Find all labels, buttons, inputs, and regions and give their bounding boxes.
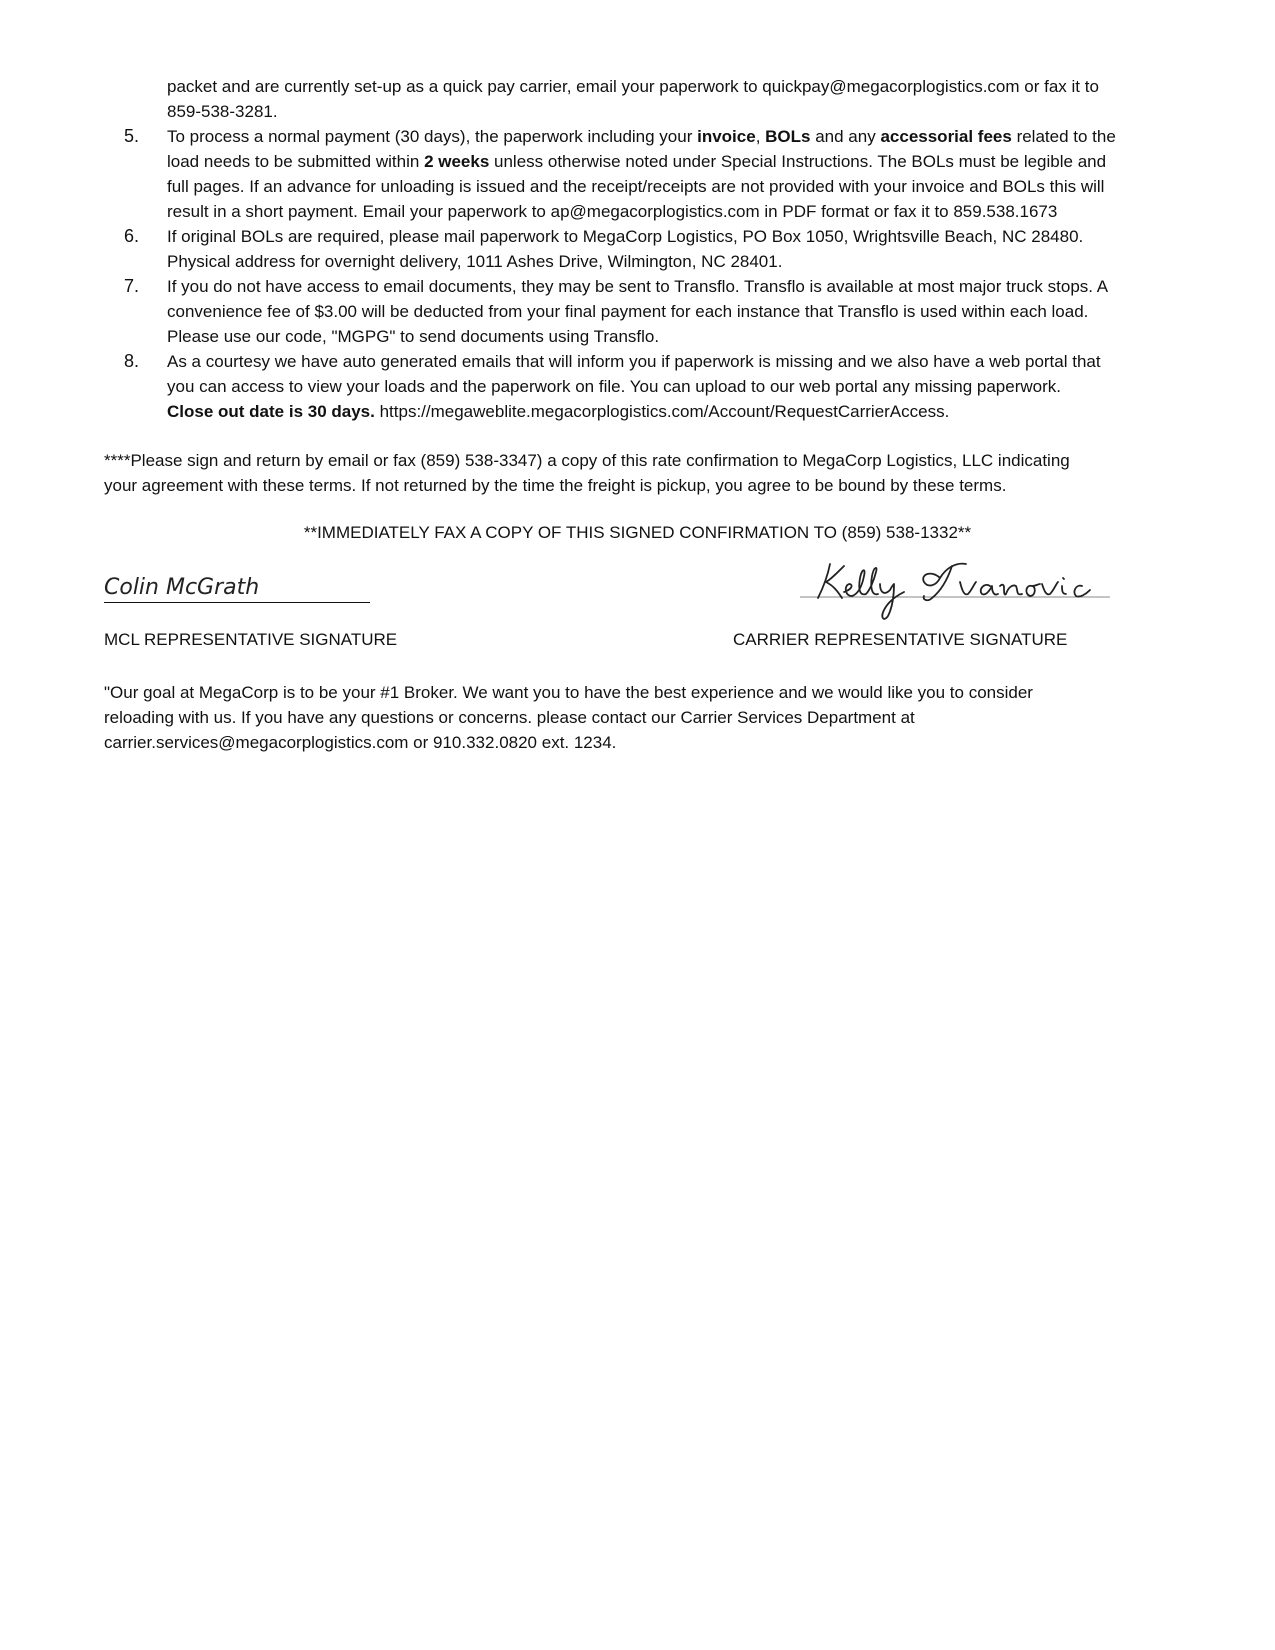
list-number: 6. xyxy=(124,226,140,246)
text-line: ****Please sign and return by email or fax (859) 538-3347) a copy of this rate confirmation to MegaCorp Logistics, LLC indicating xyxy=(104,451,1070,470)
bold-text: invoice xyxy=(697,127,756,146)
text-line: packet and are currently set-up as a quick pay carrier, email your paperwork to quickpay@megacorplogistics.com or fax it to xyxy=(167,77,1099,96)
carrier-signature-label: CARRIER REPRESENTATIVE SIGNATURE xyxy=(733,630,1068,649)
sign-request-paragraph xyxy=(104,448,1214,498)
list-item-6 xyxy=(104,224,1214,274)
payment-instructions-list xyxy=(104,74,1214,424)
text-run: and any xyxy=(810,127,881,146)
text-line: Please use our code, "MGPG" to send documents using Transflo. xyxy=(167,327,660,346)
mcl-signature-name: Colin McGrath xyxy=(104,575,260,600)
mcl-signature-line xyxy=(104,574,370,603)
bold-text: accessorial fees xyxy=(880,127,1012,146)
list-number: 8. xyxy=(124,351,140,371)
text-line: As a courtesy we have auto generated emails that will inform you if paperwork is missing and we also have a web portal that xyxy=(167,352,1101,371)
mcl-signature-label: MCL REPRESENTATIVE SIGNATURE xyxy=(104,630,398,649)
fax-notice: **IMMEDIATELY FAX A COPY OF THIS SIGNED CONFIRMATION TO (859) 538-1332** xyxy=(303,523,972,542)
list-number: 7. xyxy=(124,276,140,296)
text-run: To process a normal payment (30 days), the paperwork including your xyxy=(167,127,698,146)
bold-text: Close out date is 30 days. xyxy=(167,402,375,421)
text-line: full pages. If an advance for unloading is issued and the receipt/receipts are not provided with your invoice and BOLs this will xyxy=(167,177,1105,196)
text-run: related to the xyxy=(1011,127,1116,146)
text-run: , xyxy=(755,127,766,146)
text-line: your agreement with these terms. If not returned by the time the freight is pickup, you agree to be bound by these terms. xyxy=(104,476,1007,495)
closing-paragraph xyxy=(104,680,1214,755)
text-line: "Our goal at MegaCorp is to be your #1 Broker. We want you to have the best experience and we would like you to consider xyxy=(104,683,1033,702)
bold-text: 2 weeks xyxy=(424,152,490,171)
text-line: Physical address for overnight delivery, 1011 Ashes Drive, Wilmington, NC 28401. xyxy=(167,252,783,271)
list-item-4-continued xyxy=(104,74,1214,124)
text-line xyxy=(167,124,1214,149)
text-line: reloading with us. If you have any questions or concerns. please contact our Carrier Services Department at xyxy=(104,708,915,727)
text-line: carrier.services@megacorplogistics.com or 910.332.0820 ext. 1234. xyxy=(104,733,617,752)
bold-text: BOLs xyxy=(765,127,811,146)
carrier-handwritten-signature xyxy=(800,556,1110,626)
text-run: load needs to be submitted within xyxy=(167,152,425,171)
text-line xyxy=(167,399,1214,424)
text-line: convenience fee of $3.00 will be deducted from your final payment for each instance that Transflo is used within each load. xyxy=(167,302,1089,321)
text-line: If you do not have access to email documents, they may be sent to Transflo. Transflo is available at most major truck stops. A xyxy=(167,277,1109,296)
text-line: 859-538-3281. xyxy=(167,102,278,121)
list-item-5 xyxy=(104,124,1214,224)
list-number: 5. xyxy=(124,126,140,146)
list-item-8 xyxy=(104,349,1214,424)
text-line: you can access to view your loads and the paperwork on file. You can upload to our web portal any missing paperwork. xyxy=(167,377,1061,396)
list-item-7 xyxy=(104,274,1214,349)
text-run: unless otherwise noted under Special Instructions. The BOLs must be legible and xyxy=(489,152,1107,171)
text-run: https://megaweblite.megacorplogistics.com/Account/RequestCarrierAccess. xyxy=(374,402,950,421)
text-line xyxy=(167,149,1214,174)
text-line: result in a short payment. Email your paperwork to ap@megacorplogistics.com in PDF format or fax it to 859.538.1673 xyxy=(167,202,1058,221)
text-line: If original BOLs are required, please mail paperwork to MegaCorp Logistics, PO Box 1050, Wrightsville Beach, NC 28480. xyxy=(167,227,1084,246)
